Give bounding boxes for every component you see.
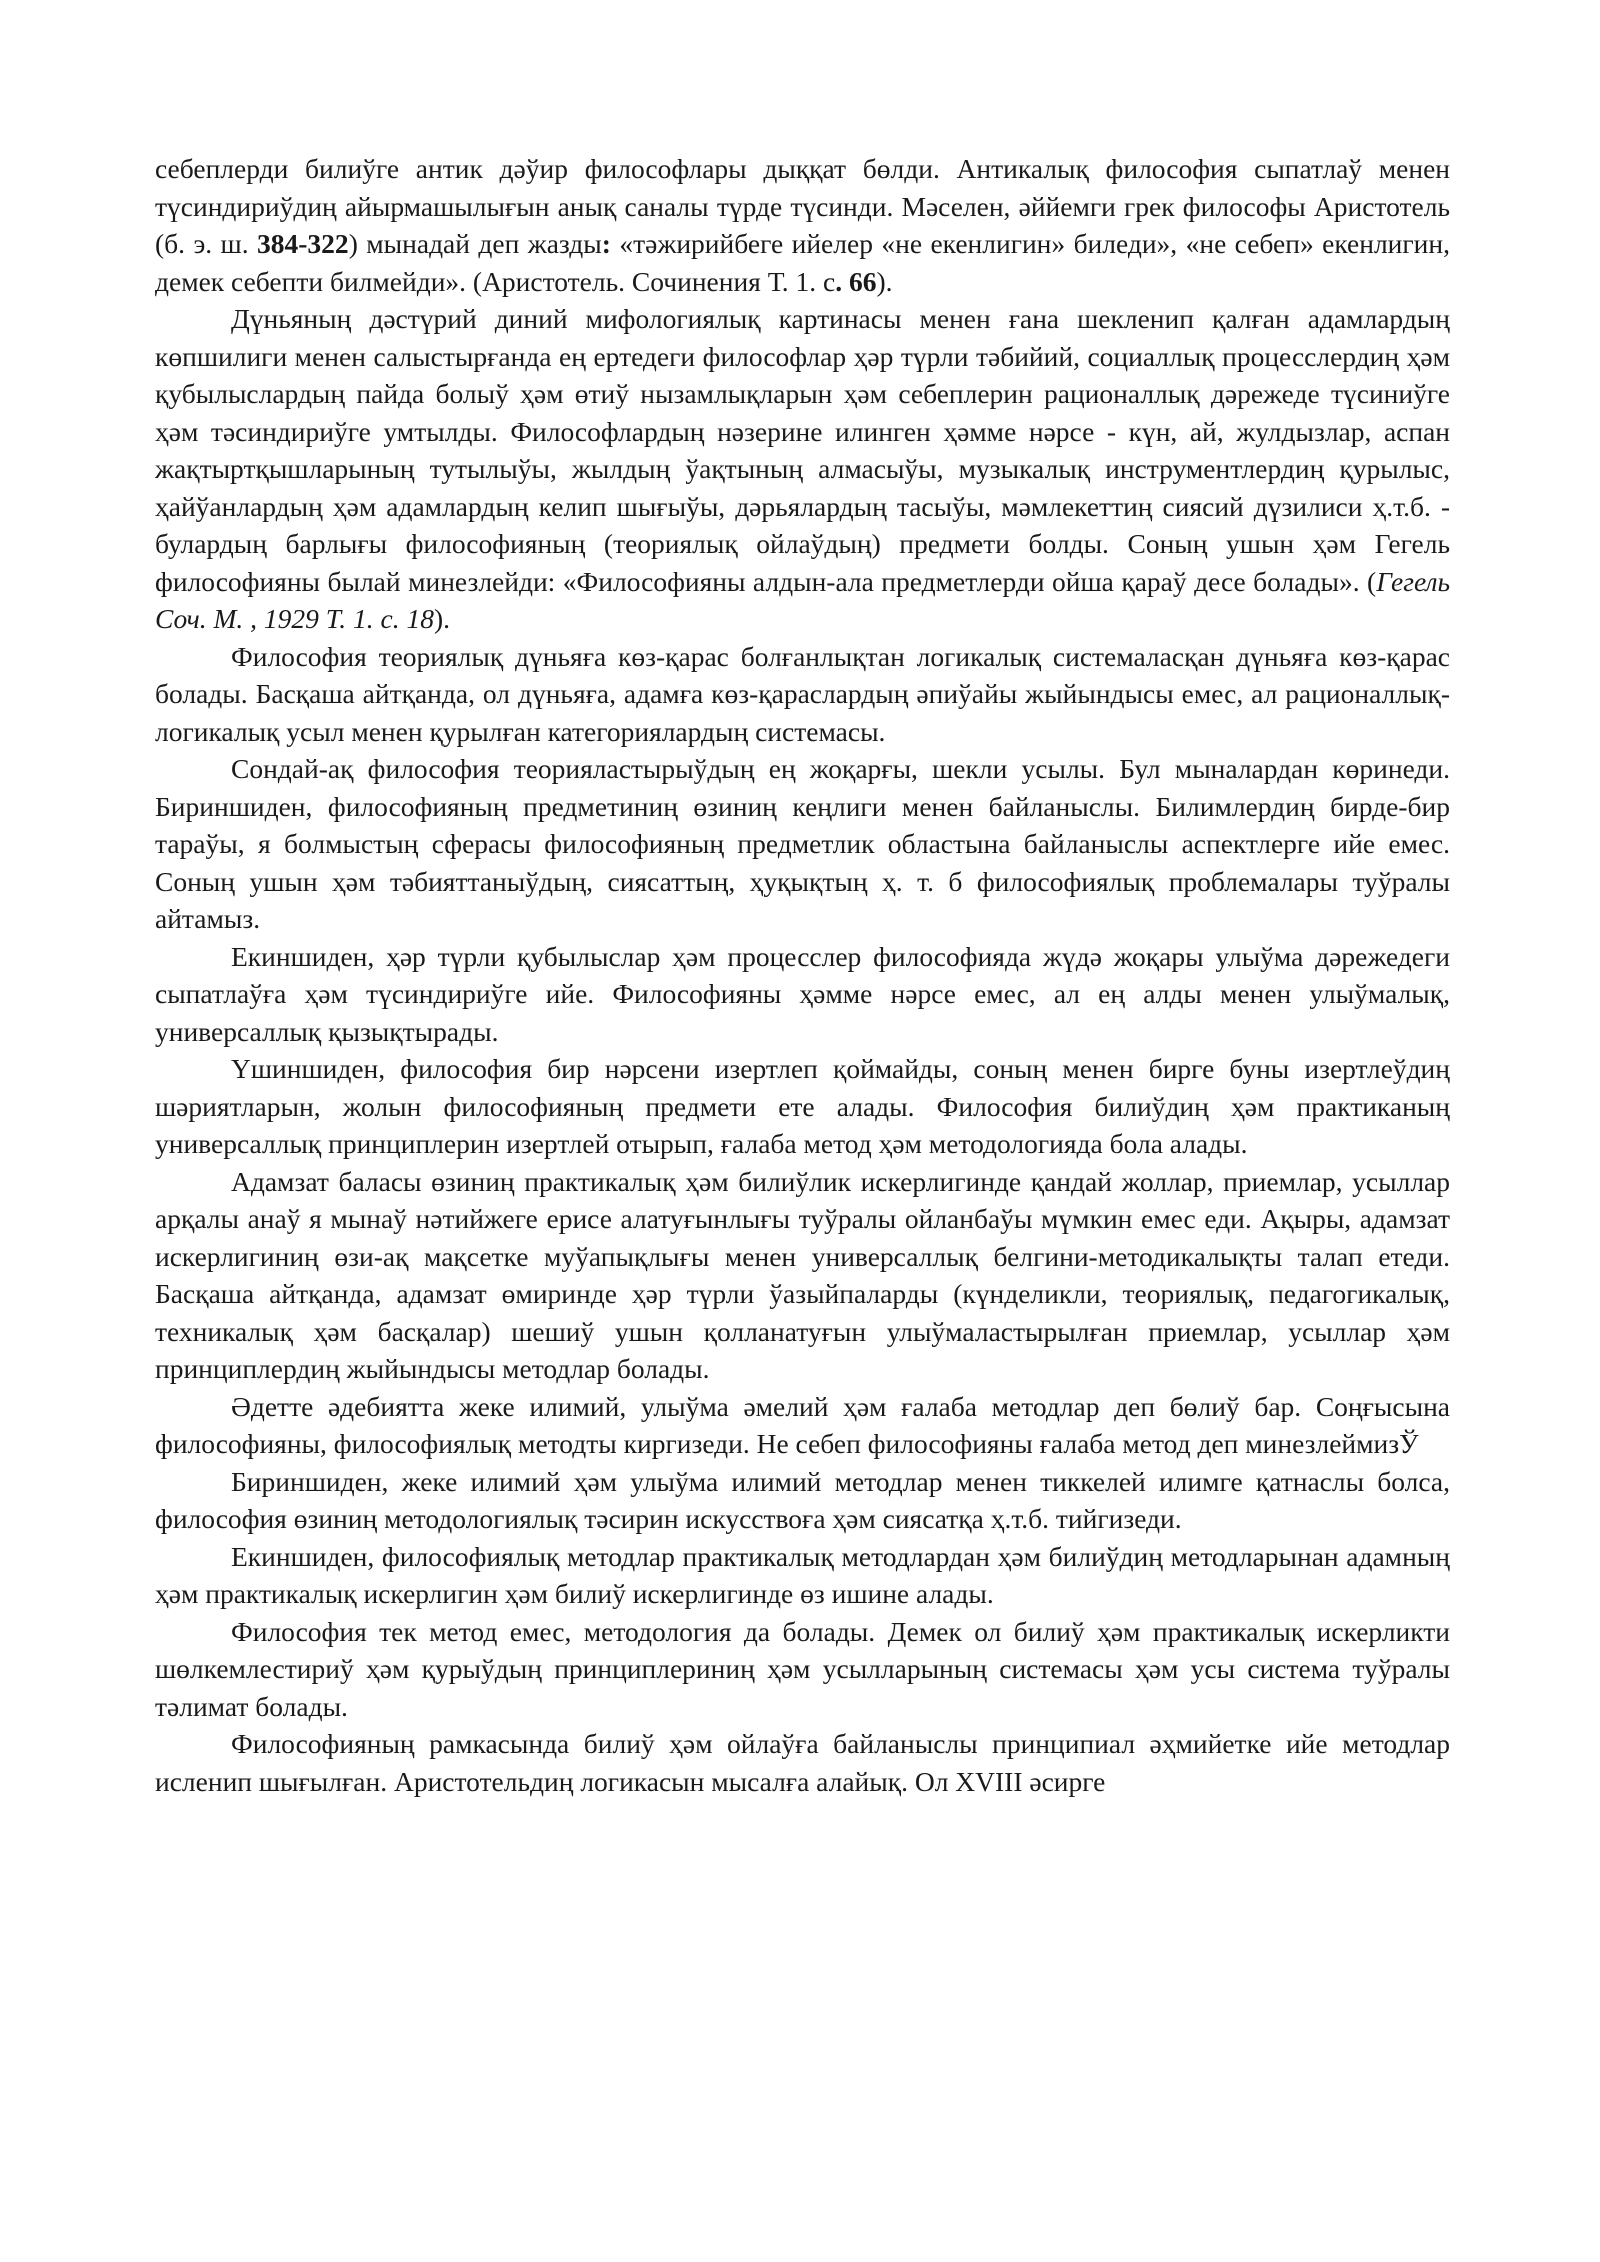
paragraph bbox=[155, 938, 1450, 1051]
paragraph bbox=[155, 1613, 1450, 1726]
text-segment: ). bbox=[876, 265, 893, 297]
text-segment: ) мынадай деп жазды bbox=[348, 228, 602, 259]
paragraph bbox=[155, 300, 1450, 638]
paragraph bbox=[155, 1463, 1450, 1538]
paragraph bbox=[155, 1725, 1450, 1800]
text-segment: Үшиншиден, философия бир нәрсени изертлеп қоймайды, соның менен бирге буны изертлеўдиң шәриятларын, жолын философияның предмети ете алады. Философия билиўдиң ҳәм практиканың универсаллық принциплерин изертлей отырып, ғалаба метод ҳәм методологияда бола алады. bbox=[155, 1053, 1450, 1159]
italic-text: Гегель Соч. М. , 1929 Т. 1. с. 18 bbox=[155, 565, 1450, 634]
text-segment: Әдетте әдебиятта жеке илимий, улыўма әмелий ҳәм ғалаба методлар деп бөлиў бар. Соңғысына философияны, философиялық методты киргизеди. Не себеп философияны ғалаба метод деп минезлеймизЎ bbox=[155, 1390, 1450, 1459]
paragraph bbox=[155, 150, 1450, 300]
paragraph bbox=[155, 1538, 1450, 1613]
paragraph bbox=[155, 750, 1450, 938]
bold-text: : bbox=[601, 228, 611, 259]
text-segment: Сондай-ақ философия теорияластырыўдың ең жоқарғы, шекли усылы. Бул мыналардан көринеди. Бириншиден, философияның предметиниң өзиниң кеңлиги менен байланыслы. Билимлердиң бирде-бир тараўы, я болмыстың сферасы философияның предметлик областына байланыслы аспектлерге ийе емес. Соның ушын ҳәм тәбияттаныўдың, сиясаттың, ҳуқықтың ҳ. т. б философиялық проблемалары туўралы айтамыз. bbox=[155, 753, 1450, 934]
text-segment: себеплерди билиўге антик дәўир философлары дыққат бөлди. Антикалық философия сыпатлаў менен түсиндириўдиң айырмашылығын анық саналы түрде түсинди. Мәселен, әййемги грек философы Аристотель (б. э. ш. bbox=[155, 153, 1450, 259]
paragraph bbox=[155, 1163, 1450, 1388]
text-segment: «тәжирийбеге ийелер «не екенлигин» биледи», «не себеп» екенлигин, демек себепти билмейди». (Аристотель. Сочинения Т. 1. с bbox=[155, 228, 1450, 297]
text-segment: Бириншиден, жеке илимий ҳәм улыўма илимий методлар менен тиккелей илимге қатнаслы болса, философия өзиниң методологиялық тәсирин искусствоға ҳәм сиясатқа ҳ.т.б. тийгизеди. bbox=[155, 1465, 1450, 1534]
document-page bbox=[155, 150, 1450, 1800]
bold-text: . 66 bbox=[835, 265, 877, 297]
text-segment: Философияның рамкасында билиў ҳәм ойлаўға байланыслы принципиал әҳмийетке ийе методлар исленип шығылған. Аристотельдиң логикасын мысалға алайық. Ол XVIII әсирге bbox=[155, 1728, 1450, 1797]
text-segment: Философия тек метод емес, методология да болады. Демек ол билиў ҳәм практикалық искерликти шөлкемлестириў ҳәм қурыўдың принциплериниң ҳәм усылларының системасы ҳәм усы система туўралы тәлимат болады. bbox=[155, 1615, 1450, 1722]
text-segment: Философия теориялық дүньяға көз-қарас болғанлықтан логикалық системаласқан дүньяға көз-қарас болады. Басқаша айтқанда, ол дүньяға, адамға көз-қараслардың әпиўайы жыйындысы емес, ал рационаллық-логикалық усыл менен қурылған категориялардың системасы. bbox=[155, 640, 1450, 747]
paragraph bbox=[155, 1050, 1450, 1163]
bold-text: 384-322 bbox=[257, 228, 349, 259]
text-segment: ). bbox=[434, 603, 451, 634]
text-segment: Дүньяның дәстүрий диний мифологиялық картинасы менен ғана шекленип қалған адамлардың көпшилиги менен салыстырғанда ең ертедеги философлар ҳәр түрли тәбийий, социаллық процесслердиң ҳәм қубылыслардың пайда болыў ҳәм өтиў нызамлықларын ҳәм себеплерин рационаллық дәрежеде түсиниўге ҳәм тәсиндириўге умтылды. Философлардың нәзерине илинген ҳәмме нәрсе - күн, ай, жулдызлар, аспан жақтыртқышларының тутылыўы, жылдың ўақтының алмасыўы, музыкалық инструментлердиң қурылыс, ҳайўанлардың ҳәм адамлардың келип шығыўы, дәрьялардың тасыўы, мәмлекеттиң сиясий дүзилиси ҳ.т.б. - булардың барлығы философияның (теориялық ойлаўдың) предмети болды. Соның ушын ҳәм Гегель философияны былай минезлейди: «Философияны алдын-ала предметлерди ойша қараў десе болады». ( bbox=[155, 303, 1450, 597]
text-segment: Екиншиден, философиялық методлар практикалық методлардан ҳәм билиўдиң методларынан адамның ҳәм практикалық искерлигин ҳәм билиў искерлигинде өз ишине алады. bbox=[155, 1540, 1450, 1609]
paragraph bbox=[155, 1388, 1450, 1463]
paragraph bbox=[155, 638, 1450, 751]
text-segment: Екиншиден, ҳәр түрли қубылыслар ҳәм процесслер философияда жүдә жоқары улыўма дәрежедеги сыпатлаўға ҳәм түсиндириўге ийе. Философияны ҳәмме нәрсе емес, ал ең алды менен улыўмалық, универсаллық қызықтырады. bbox=[155, 940, 1450, 1047]
text-segment: Адамзат баласы өзиниң практикалық ҳәм билиўлик искерлигинде қандай жоллар, приемлар, усыллар арқалы анаў я мынаў нәтийжеге ерисе алатуғынлығы туўралы ойланбаўы мүмкин емес еди. Ақыры, адамзат искерлигиниң өзи-ақ мақсетке муўапықлығы менен универсаллық белгини-методикалықты талап етеди. Басқаша айтқанда, адамзат өмиринде ҳәр түрли ўазыйпаларды (күнделикли, теориялық, педагогикалық, техникалық ҳәм басқалар) шешиў ушын қолланатуғын улыўмаластырылған приемлар, усыллар ҳәм принциплердиң жыйындысы методлар болады. bbox=[155, 1165, 1450, 1384]
